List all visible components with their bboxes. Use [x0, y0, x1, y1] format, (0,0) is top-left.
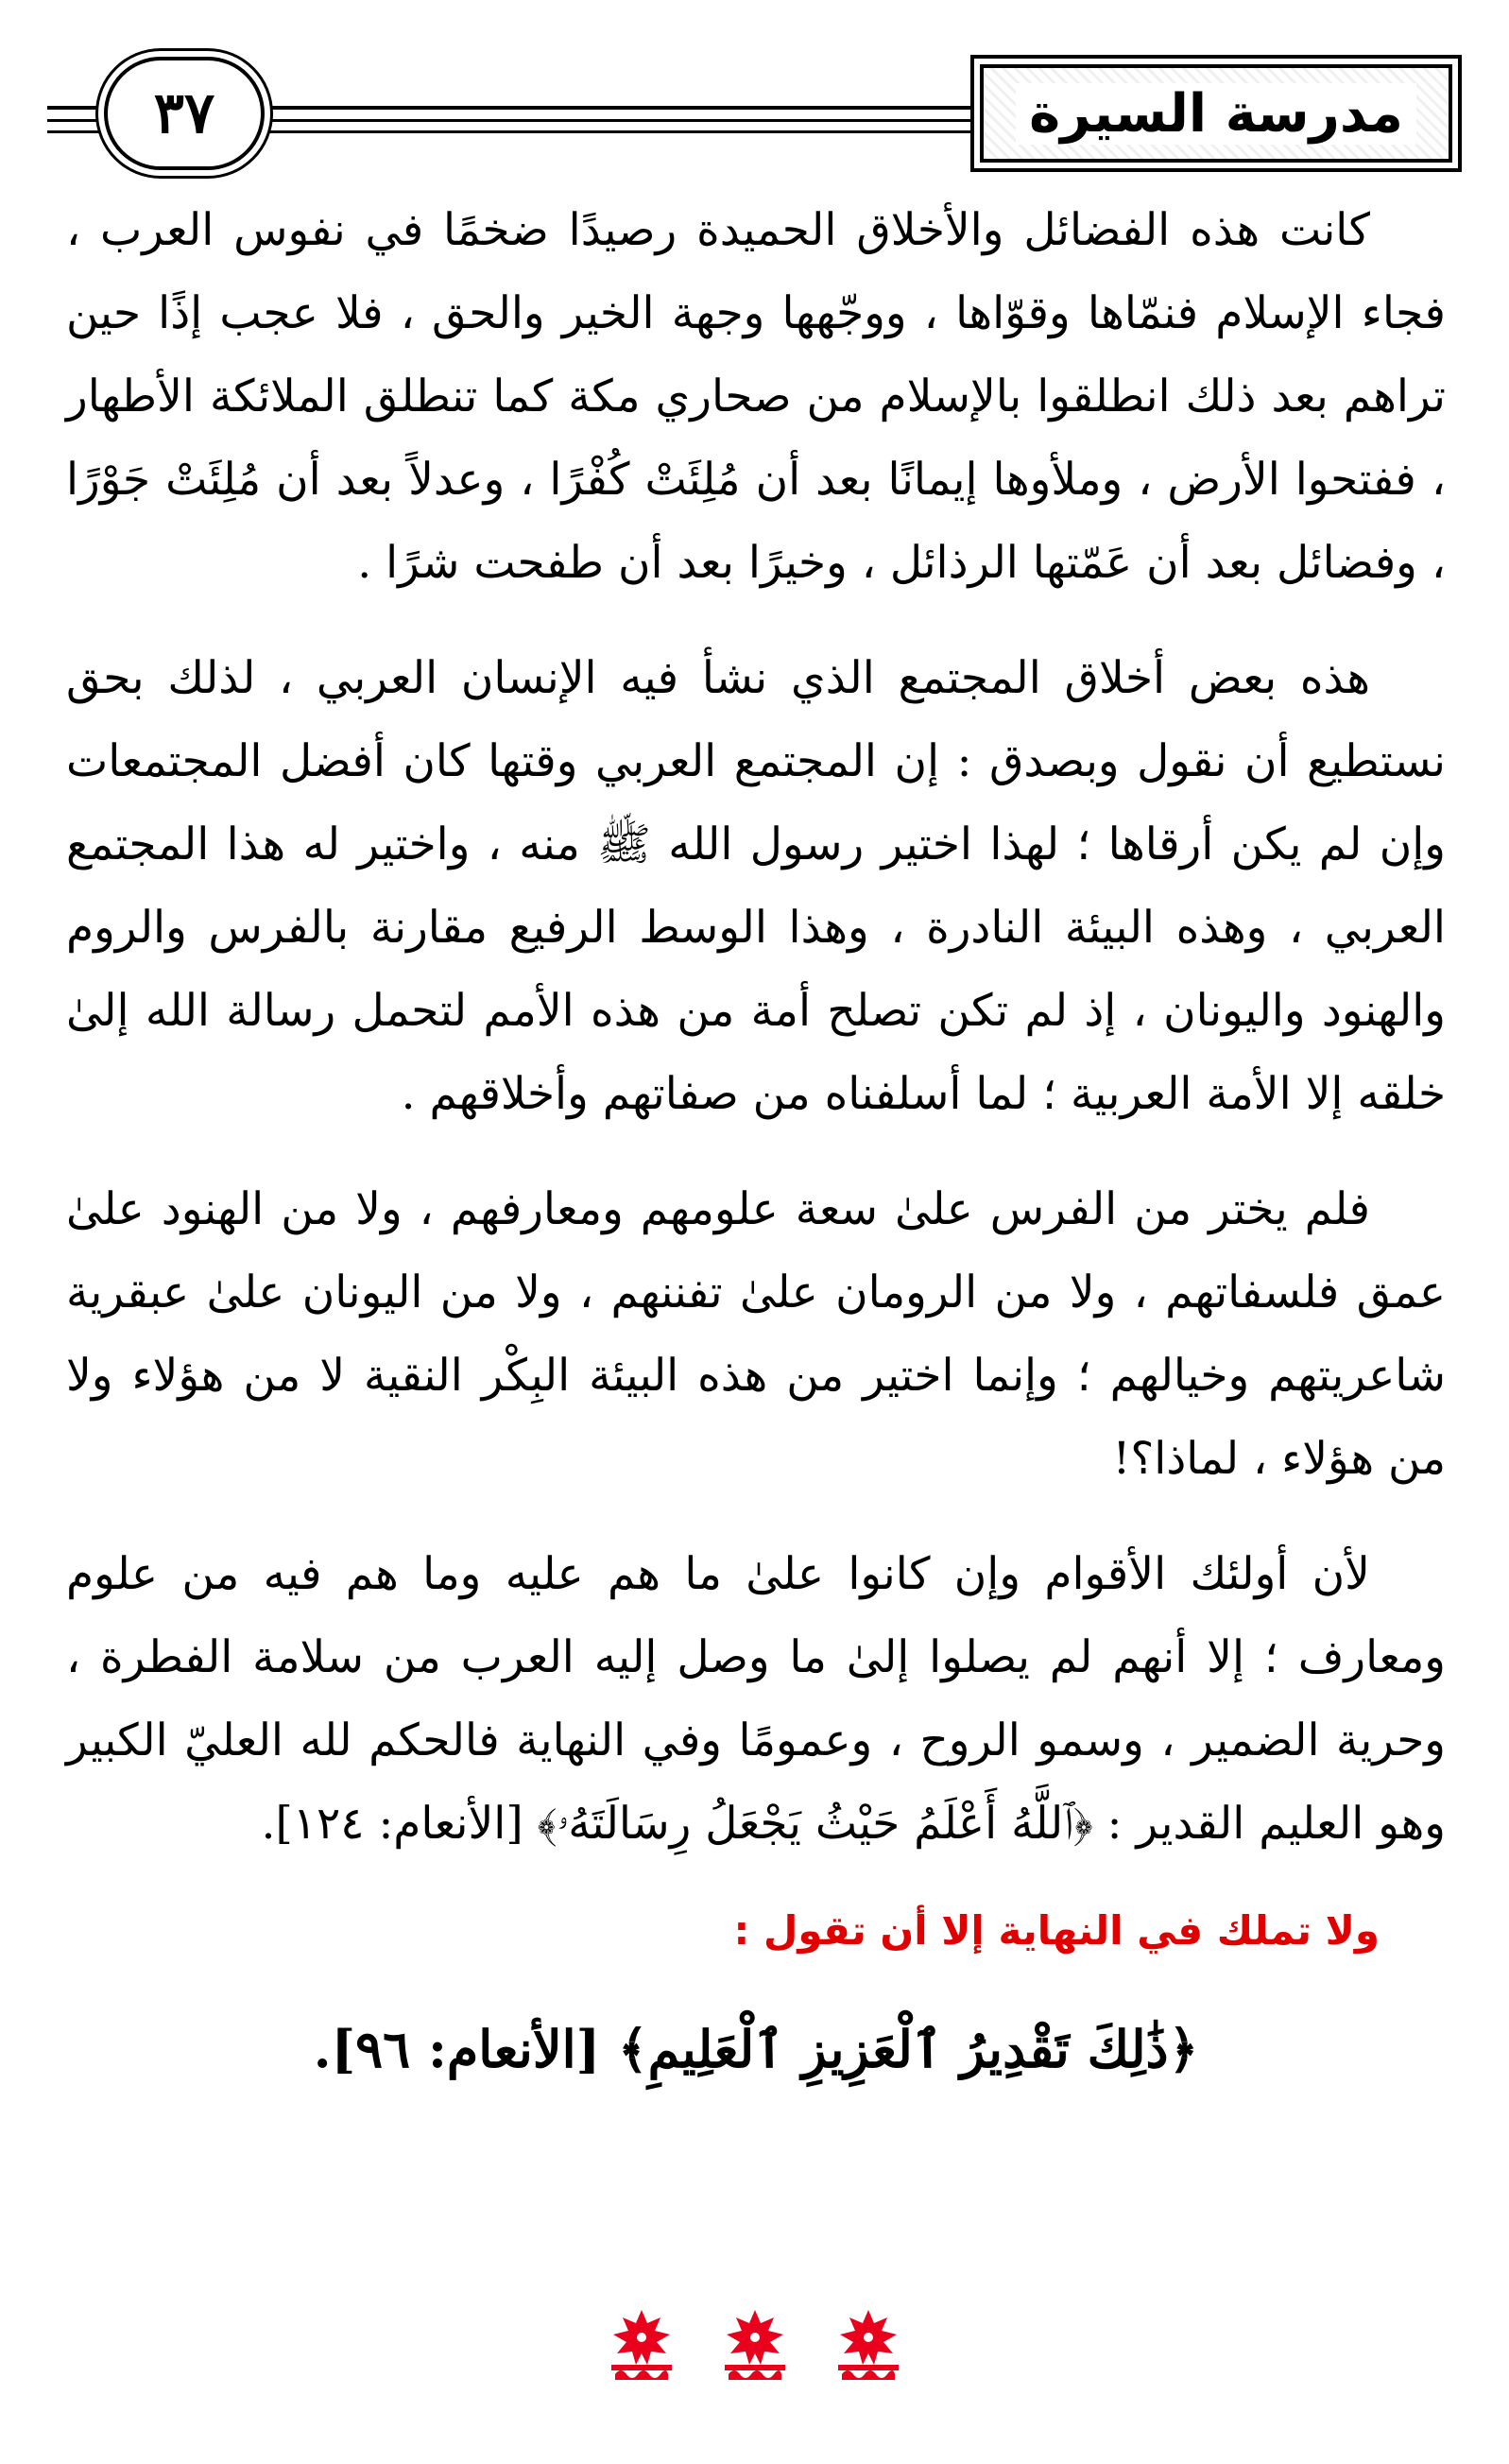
floral-ornament-icon	[604, 2306, 679, 2382]
ornament-row	[0, 2306, 1509, 2382]
page-header	[47, 57, 1462, 170]
book-title: مدرسة السيرة	[1016, 83, 1416, 145]
floral-ornament-icon	[717, 2306, 793, 2382]
paragraph-4: لأن أولئك الأقوام وإن كانوا علىٰ ما هم عليه وما هم فيه من علوم ومعارف ؛ إلا أنهم لم يصلوا إلىٰ ما وصل إليه العرب من سلامة الفطرة ، وحرية الضمير ، وسمو الروح ، وعمومًا وفي النهاية فالحكم لله العليّ الكبير وهو العليم القدير : ﴿ٱللَّهُ أَعْلَمُ حَيْثُ يَجْعَلُ رِسَالَتَهُۥ﴾ [الأنعام: ١٢٤].	[66, 1548, 1446, 1850]
main-text	[66, 189, 1446, 2096]
paragraph-1: كانت هذه الفضائل والأخلاق الحميدة رصيدًا ضخمًا في نفوس العرب ، فجاء الإسلام فنمّاها وقوّاها ، ووجّهها وجهة الخير والحق ، فلا عجب إذًا حين تراهم بعد ذلك انطلقوا بالإسلام من صحاري مكة كما تنطلق الملائكة الأطهار ، ففتحوا الأرض ، وملأوها إيمانًا بعد أن مُلِئَتْ كُفْرًا ، وعدلاً بعد أن مُلِئَتْ جَوْرًا ، وفضائل بعد أن عَمّتها الرذائل ، وخيرًا بعد أن طفحت شرًا .	[66, 204, 1446, 589]
closing-verse: ﴿ذَٰلِكَ تَقْدِيرُ ٱلْعَزِيزِ ٱلْعَلِيمِ﴾ [الأنعام: ٩٦].	[313, 2019, 1199, 2079]
page-number-badge	[104, 57, 265, 170]
red-intro-line: ولا تملك في النهاية إلا أن تقول :	[733, 1907, 1380, 1954]
floral-ornament-icon	[831, 2306, 906, 2382]
book-title-banner	[980, 64, 1452, 163]
paragraph-3: فلم يختر من الفرس علىٰ سعة علومهم ومعارفهم ، ولا من الهنود علىٰ عمق فلسفاتهم ، ولا من الرومان علىٰ تفننهم ، ولا من اليونان علىٰ عبقرية شاعريتهم وخيالهم ؛ وإنما اختير من هذه البيئة البِكْر النقية لا من هؤلاء ولا من هؤلاء ، لماذا؟!	[66, 1183, 1446, 1485]
paragraph-2: هذه بعض أخلاق المجتمع الذي نشأ فيه الإنسان العربي ، لذلك بحق نستطيع أن نقول وبصدق : إن المجتمع العربي وقتها كان أفضل المجتمعات وإن لم يكن أرقاها ؛ لهذا اختير رسول الله ﷺ منه ، واختير له هذا المجتمع العربي ، وهذه البيئة النادرة ، وهذا الوسط الرفيع مقارنة بالفرس والروم والهنود واليونان ، إذ لم تكن تصلح أمة من هذه الأمم لتحمل رسالة الله إلىٰ خلقه إلا الأمة العربية ؛ لما أسلفناه من صفاتهم وأخلاقهم .	[66, 652, 1446, 1120]
page-number: ٣٧	[153, 80, 215, 146]
